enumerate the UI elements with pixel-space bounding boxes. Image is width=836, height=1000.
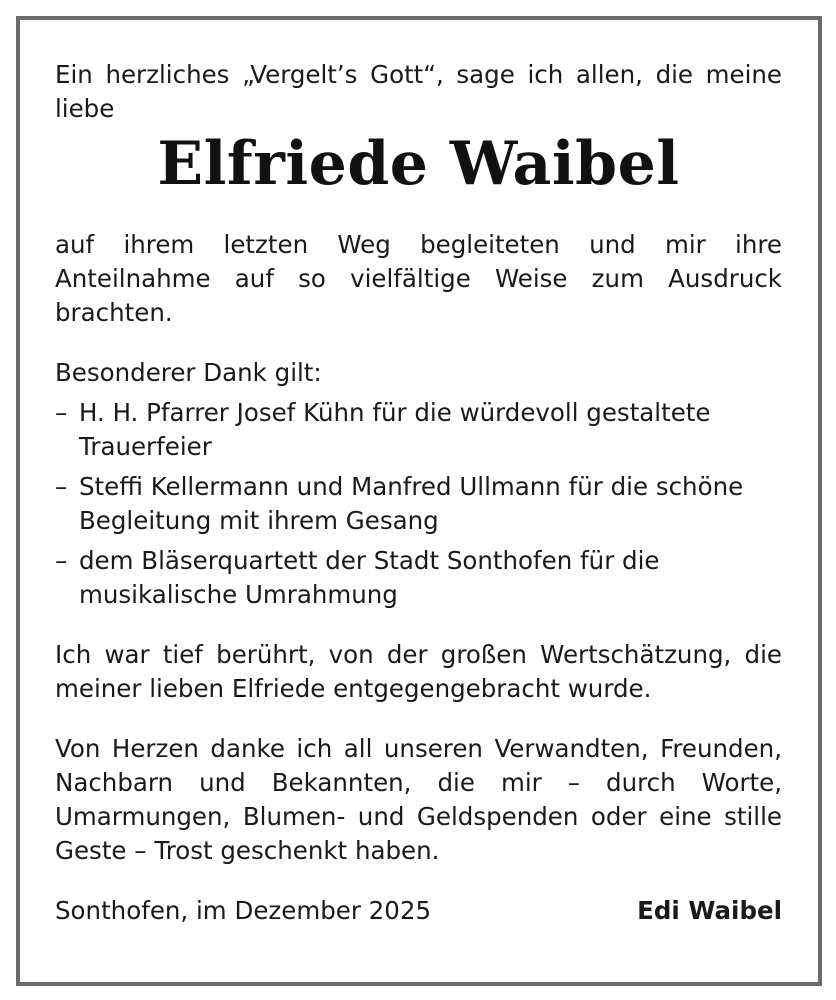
list-item-text: dem Bläserquartett der Stadt Sonthofen für die musikalische Umrahmung xyxy=(79,546,660,609)
list-item xyxy=(55,396,782,464)
thank-you-notice xyxy=(55,58,782,928)
list-dash: – xyxy=(55,398,68,427)
list-item xyxy=(55,470,782,538)
thanks-heading: Besonderer Dank gilt: xyxy=(55,358,322,387)
paragraph-gratitude: Von Herzen danke ich all unseren Verwandten, Freunden, Nachbarn und Bekannten, die mir – durch Worte, Umarmungen, Blumen- und Geldspenden oder eine stille Geste – Trost geschenkt haben. xyxy=(55,734,782,865)
place-date: Sonthofen, im Dezember 2025 xyxy=(55,896,432,925)
list-dash: – xyxy=(55,546,68,575)
thanks-list xyxy=(55,396,782,612)
paragraph-farewell: auf ihrem letzten Weg begleiteten und mir ihre Anteilnahme auf so vielfältige Weise zum Ausdruck brachten. xyxy=(55,230,782,327)
paragraph-appreciation: Ich war tief berührt, von der großen Wertschätzung, die meiner lieben Elfriede entgegengebracht wurde. xyxy=(55,640,782,703)
list-item xyxy=(55,544,782,612)
signature-line xyxy=(55,894,782,928)
list-item-text: H. H. Pfarrer Josef Kühn für die würdevoll gestaltete Trauerfeier xyxy=(79,398,711,461)
list-dash: – xyxy=(55,472,68,501)
signer-name: Edi Waibel xyxy=(637,896,782,925)
deceased-name: Elfriede Waibel xyxy=(157,129,680,199)
list-item-text: Steffi Kellermann und Manfred Ullmann für die schöne Begleitung mit ihrem Gesang xyxy=(79,472,744,535)
intro-text: Ein herzliches „Vergelt’s Gott“, sage ich allen, die meine liebe xyxy=(55,60,782,123)
